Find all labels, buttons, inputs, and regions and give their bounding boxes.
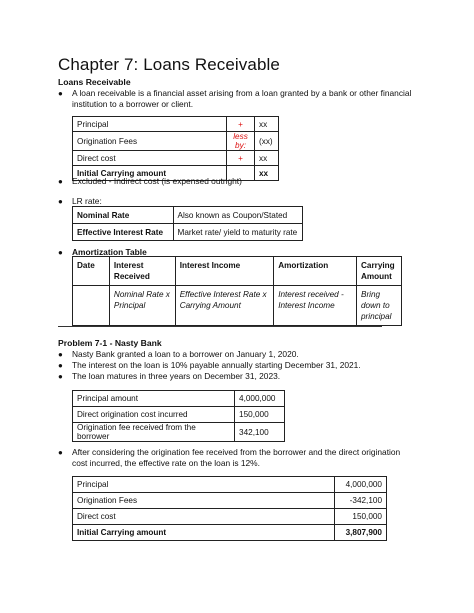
table-row [73,407,285,423]
section-heading-loans-receivable: Loans Receivable [58,77,131,87]
column-header: Amortization [274,257,357,286]
table-row [73,423,285,442]
value-cell: 150,000 [235,407,285,423]
bullet-text: Nasty Bank granted a loan to a borrower on January 1, 2020. [72,349,299,359]
formula-cell: Nominal Rate x Principal [109,286,175,326]
amortization-table [72,256,402,326]
column-header: Date [73,257,110,286]
bullet-text: Amortization Table [72,247,147,257]
value-cell: 342,100 [235,423,285,442]
row-label: Origination Fees [73,493,335,509]
row-description: Market rate/ yield to maturity rate [173,224,302,241]
bullet-text: Excluded - Indirect cost (is expensed outright) [72,176,242,186]
row-description: Also known as Coupon/Stated [173,207,302,224]
bullet-dot: ● [58,177,63,186]
row-label: Nominal Rate [73,207,174,224]
row-label: Direct cost [73,151,227,166]
bullet-text: A loan receivable is a financial asset arising from a loan granted by a bank or other financial institution to a borrower or client. [72,88,412,109]
given-values-table [72,390,285,442]
value-cell: xx [255,166,279,181]
row-label: Origination Fees [73,132,227,151]
value-cell: 4,000,000 [335,477,387,493]
value-cell: 3,807,900 [335,525,387,541]
row-label: Principal amount [73,391,235,407]
formula-cell [73,286,110,326]
value-cell: xx [255,117,279,132]
table-row [73,207,303,224]
column-header: Interest Received [109,257,175,286]
table-row [73,493,387,509]
row-label: Direct origination cost incurred [73,407,235,423]
bullet-dot: ● [58,372,63,381]
section-divider [58,326,382,327]
bullet-dot: ● [58,197,63,206]
table-row [73,151,279,166]
row-label: Origination fee received from the borrower [73,423,235,442]
bullet-dot: ● [58,248,63,257]
formula-cell: Interest received - Interest Income [274,286,357,326]
column-header: Carrying Amount [356,257,401,286]
value-cell: 150,000 [335,509,387,525]
table-row [73,509,387,525]
lr-rate-table [72,206,303,241]
bullet-loan-definition [58,88,418,112]
problem-bullet [58,371,418,383]
value-cell: -342,100 [335,493,387,509]
row-label: Initial Carrying amount [73,525,335,541]
column-header: Interest Income [175,257,273,286]
row-label: Principal [73,117,227,132]
bullet-excluded [58,176,418,188]
problem-heading: Problem 7-1 - Nasty Bank [58,338,162,348]
bullet-dot: ● [58,350,63,359]
row-label: Principal [73,477,335,493]
table-row [73,132,279,151]
carrying-amount-table [72,116,279,181]
row-label: Initial Carrying amount [73,166,227,181]
formula-cell: Effective Interest Rate x Carrying Amount [175,286,273,326]
bullet-text: LR rate: [72,196,102,206]
table-row [73,286,402,326]
bullet-dot: ● [58,89,63,98]
table-row [73,525,387,541]
bullet-effective-rate [58,447,418,471]
value-cell: (xx) [255,132,279,151]
row-label: Direct cost [73,509,335,525]
page-title: Chapter 7: Loans Receivable [58,55,280,74]
value-cell: 4,000,000 [235,391,285,407]
table-header-row [73,257,402,286]
table-row [73,391,285,407]
operator-cell: + [227,117,255,132]
operator-cell: + [227,151,255,166]
row-label: Effective Interest Rate [73,224,174,241]
operator-cell: less by: [227,132,255,151]
initial-carrying-amount-table [72,476,387,541]
table-row [73,224,303,241]
bullet-text: After considering the origination fee received from the borrower and the direct origination cost incurred, the effective rate on the loan is 12%. [72,447,401,468]
table-row [73,477,387,493]
bullet-text: The loan matures in three years on December 31, 2023. [72,371,281,381]
bullet-dot: ● [58,361,63,370]
formula-cell: Bring down to principal [356,286,401,326]
value-cell: xx [255,151,279,166]
bullet-dot: ● [58,448,63,457]
bullet-text: The interest on the loan is 10% payable annually starting December 31, 2021. [72,360,361,370]
table-row [73,117,279,132]
